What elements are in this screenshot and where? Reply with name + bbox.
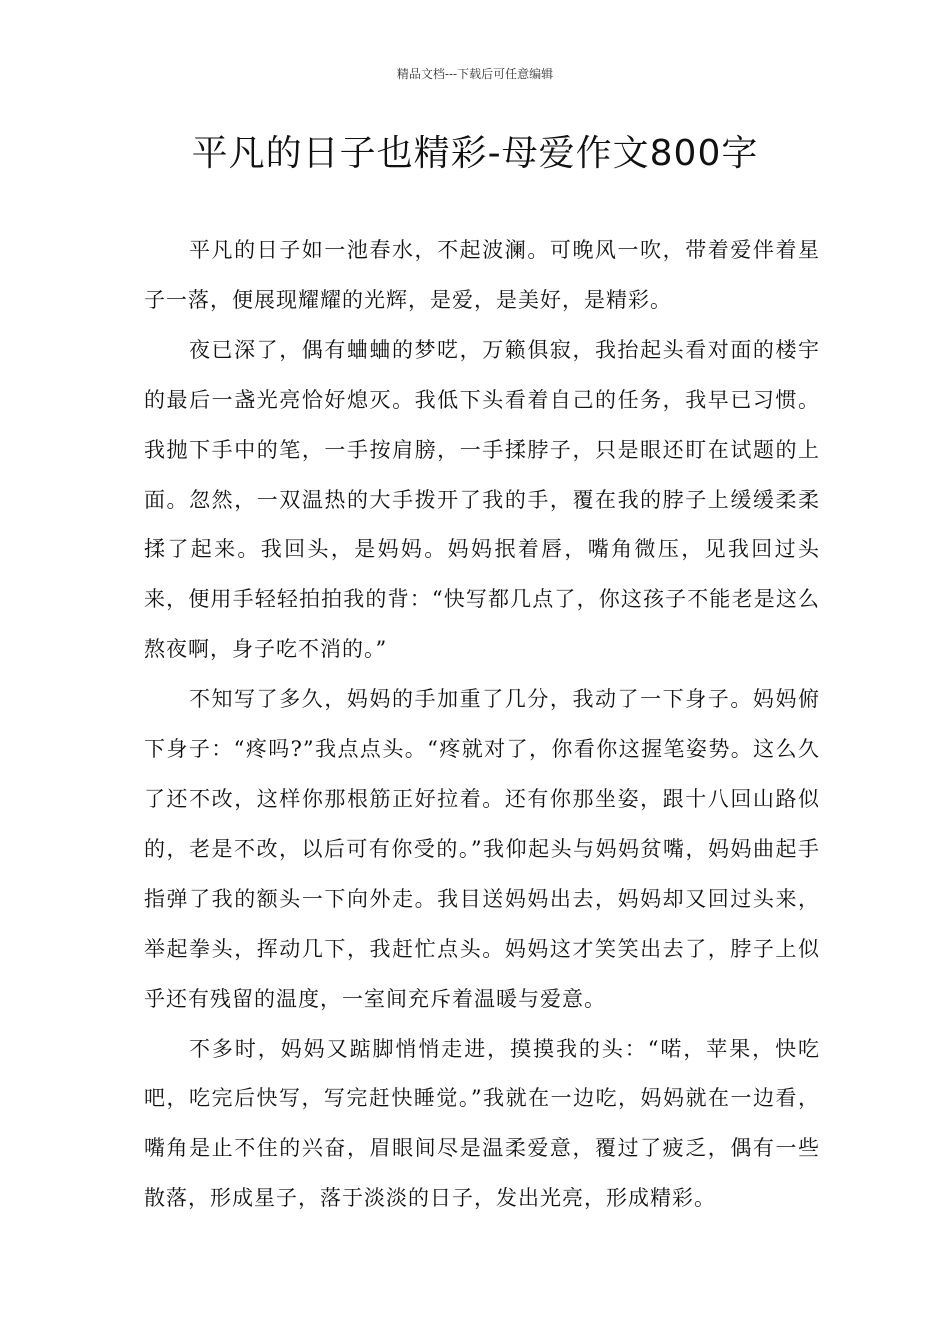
document-body — [144, 226, 820, 1224]
paragraph: 不多时，妈妈又踮脚悄悄走进，摸摸我的头：“喏，苹果，快吃吧，吃完后快写，写完赶快睡觉。”我就在一边吃，妈妈就在一边看，嘴角是止不住的兴奋，眉眼间尽是温柔爱意，覆过了疲乏，偶有一些散落，形成星子，落于淡淡的日子，发出光亮，形成精彩。 — [144, 1036, 820, 1211]
paragraph: 平凡的日子如一池春水，不起波澜。可晚风一吹，带着爱伴着星子一落，便展现耀耀的光辉，是爱，是美好，是精彩。 — [144, 238, 820, 312]
header-note: 精品文档---下载后可任意编辑 — [396, 67, 554, 81]
paragraph: 不知写了多久，妈妈的手加重了几分，我动了一下身子。妈妈俯下身子：“疼吗?”我点点头。“疼就对了，你看你这握笔姿势。这么久了还不改，这样你那根筋正好拉着。还有你那坐姿，跟十八回山路似的，老是不改，以后可有你受的。”我仰起头与妈妈贫嘴，妈妈曲起手指弹了我的额头一下向外走。我目送妈妈出去，妈妈却又回过头来，举起拳头，挥动几下，我赶忙点头。妈妈这才笑笑出去了，脖子上似乎还有残留的温度，一室间充斥着温暖与爱意。 — [144, 687, 820, 1011]
document-title: 平凡的日子也精彩-母爱作文800字 — [191, 133, 759, 174]
paragraph: 夜已深了，偶有蛐蛐的梦呓，万籁俱寂，我抬起头看对面的楼宇的最后一盏光亮恰好熄灭。我低下头看着自己的任务，我早已习惯。我抛下手中的笔，一手按肩膀，一手揉脖子，只是眼还盯在试题的上面。忽然，一双温热的大手拨开了我的手，覆在我的脖子上缓缓柔柔揉了起来。我回头，是妈妈。妈妈抿着唇，嘴角微压，见我回过头来，便用手轻轻拍拍我的背：“快写都几点了，你这孩子不能老是这么熬夜啊，身子吃不消的。” — [144, 337, 820, 662]
